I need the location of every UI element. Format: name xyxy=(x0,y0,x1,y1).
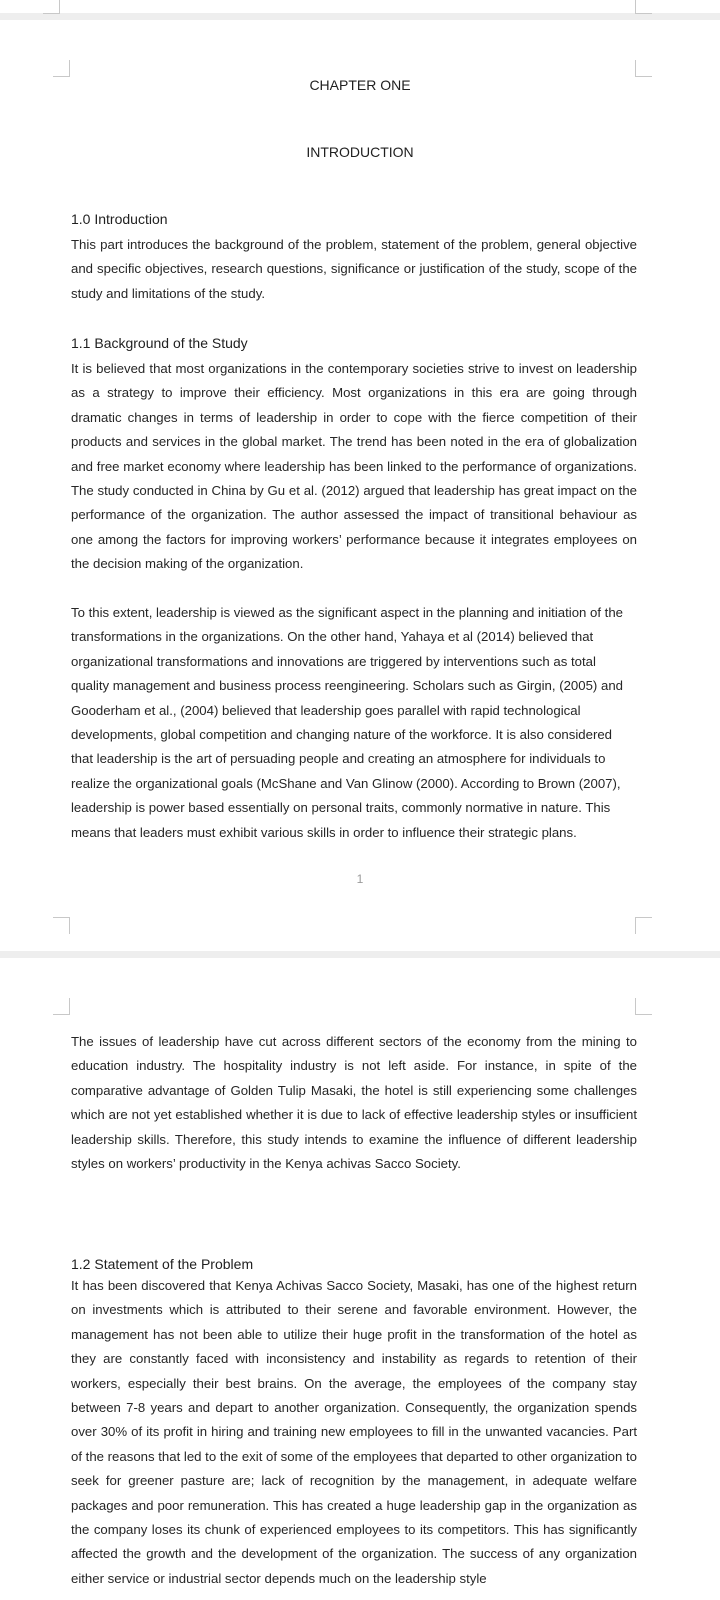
margin-corner-top-right xyxy=(635,60,652,77)
section-heading-1-1: 1.1 Background of the Study xyxy=(71,335,248,351)
chapter-title: CHAPTER ONE xyxy=(309,77,411,93)
margin-corner-top-right xyxy=(635,998,652,1015)
leadership-issues-paragraph: The issues of leadership have cut across different sectors of the economy from the mining to education industry. The hospitality industry is not left aside. For instance, in spite of the comparative advantage of Golden Tulip Masaki, the hotel is still experiencing some challenges which are not yet established whether it is due to lack of effective leadership styles or insufficient leadership skills. Therefore, this study intends to examine the influence of different leadership styles on workers’ productivity in the Kenya achivas Sacco Society. xyxy=(71,1034,637,1172)
margin-corner-bottom-right xyxy=(635,917,652,934)
introduction-title: INTRODUCTION xyxy=(306,144,414,160)
margin-corner-top-left xyxy=(53,60,70,77)
margin-corner-top-left xyxy=(53,998,70,1015)
section-body-1-0: This part introduces the background of the problem, statement of the problem, general objective and specific objectives, research questions, significance or justification of the study, scope of the study and limitations of the study. xyxy=(71,237,637,301)
section-heading-1-0: 1.0 Introduction xyxy=(71,211,168,227)
previous-page xyxy=(0,0,720,13)
page-2 xyxy=(0,958,720,1600)
margin-corner-bottom-left xyxy=(43,0,60,14)
page-1 xyxy=(0,20,720,951)
section-body-1-2: It has been discovered that Kenya Achivas Sacco Society, Masaki, has one of the highest return on investments which is attributed to their serene and favorable environment. However, the management has not been able to utilize their huge profit in the transformation of the hotel as they are constantly faced with inconsistency and instability as regards to retention of their workers, especially their best brains. On the average, the employees of the company stay between 7-8 years and depart to another organization. Consequently, the organization spends over 30% of its profit in hiring and training new employees to fill in the unwanted vacancies. Part of the reasons that led to the exit of some of the employees that departed to other organization to seek for greener pasture are; lack of recognition by the management, in adequate welfare packages and poor remuneration. This has created a huge leadership gap in the organization as the company loses its chunk of experienced employees to its competitors. This has significantly affected the growth and the development of the organization. The success of any organization either service or industrial sector depends much on the leadership style xyxy=(71,1278,637,1586)
section-body-1-1-para-2: To this extent, leadership is viewed as the significant aspect in the planning and initiation of the transformations in the organizations. On the other hand, Yahaya et al (2014) believed that organizational transformations and innovations are triggered by interventions such as total quality management and business process reengineering. Scholars such as Girgin, (2005) and Gooderham et al., (2004) believed that leadership goes parallel with rapid technological developments, global competition and changing nature of the workforce. It is also considered that leadership is the art of persuading people and creating an atmosphere for individuals to realize the organizational goals (McShane and Van Glinow (2000). According to Brown (2007), leadership is power based essentially on personal traits, commonly normative in nature. This means that leaders must exhibit various skills in order to influence their strategic plans. xyxy=(71,605,624,840)
section-heading-1-2: 1.2 Statement of the Problem xyxy=(71,1256,254,1272)
page-number: 1 xyxy=(356,872,364,886)
margin-corner-bottom-left xyxy=(53,917,70,934)
section-body-1-1-para-1: It is believed that most organizations in the contemporary societies strive to invest on leadership as a strategy to improve their efficiency. Most organizations in this era are going through dramatic changes in terms of leadership in order to cope with the fierce competition of their products and services in the global market. The trend has been noted in the era of globalization and free market economy where leadership has been linked to the performance of organizations. The study conducted in China by Gu et al. (2012) argued that leadership has great impact on the performance of the organization. The author assessed the impact of transitional behaviour as one among the factors for improving workers’ performance because it integrates employees on the decision making of the organization. xyxy=(71,361,637,572)
margin-corner-bottom-right xyxy=(635,0,652,14)
